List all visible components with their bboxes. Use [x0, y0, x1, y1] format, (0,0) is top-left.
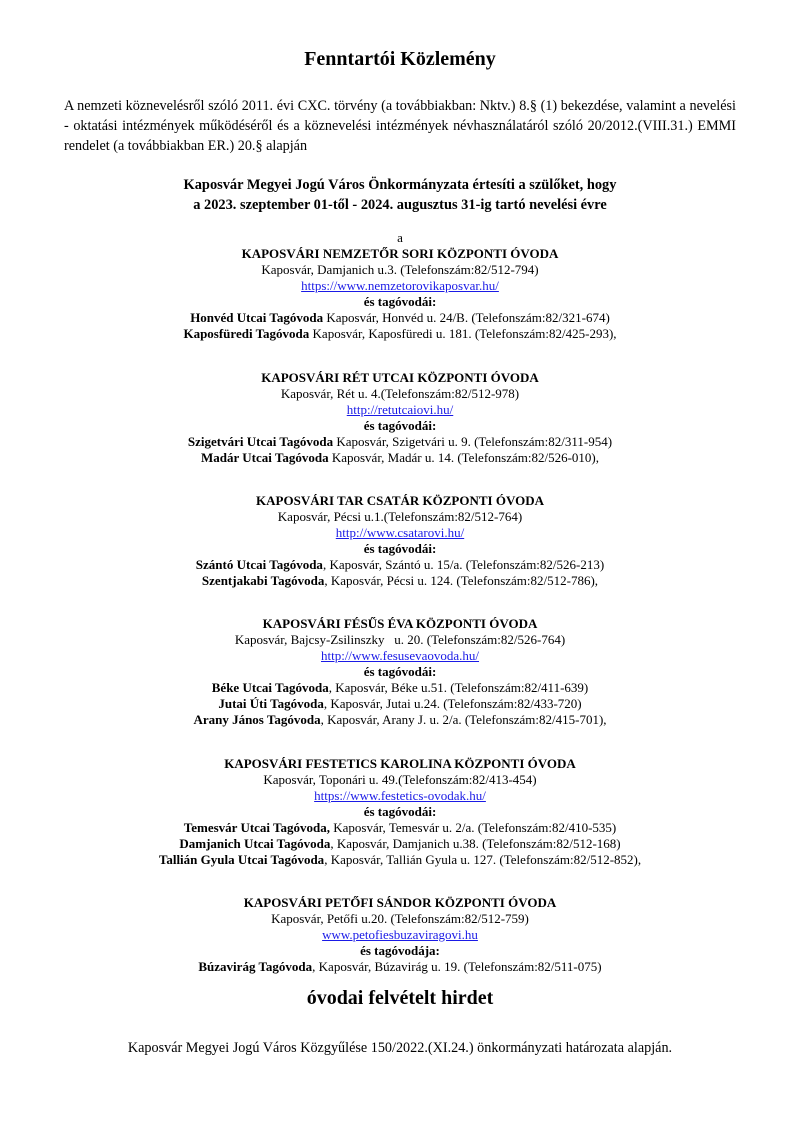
kindergarten-address: Kaposvár, Bajcsy-Zsilinszky u. 20. (Telefonszám:82/526-764) [234, 632, 566, 647]
branches-heading: és tagóvodái: [363, 804, 437, 819]
branch-details: , Kaposvár, Damjanich u.38. (Telefonszám:82/512-168) [330, 836, 621, 851]
branch-details: , Kaposvár, Búzavirág u. 19. (Telefonszám:82/511-075) [312, 959, 602, 974]
branch-details: Kaposvár, Szigetvári u. 9. (Telefonszám:82/311-954) [333, 434, 613, 449]
kindergarten-block [0, 246, 800, 342]
kindergarten-address: Kaposvár, Damjanich u.3. (Telefonszám:82/512-794) [261, 262, 539, 277]
kindergarten-website-link[interactable]: https://www.nemzetorovikaposvar.hu/ [301, 278, 499, 293]
branches-heading: és tagóvodája: [360, 943, 440, 958]
branches-heading: és tagóvodái: [363, 664, 437, 679]
branch-name: Damjanich Utcai Tagóvoda [179, 836, 331, 851]
kindergarten-name: KAPOSVÁRI NEMZETŐR SORI KÖZPONTI ÓVODA [241, 246, 559, 261]
branch-details: Kaposvár, Honvéd u. 24/B. (Telefonszám:82/321-674) [323, 310, 610, 325]
kindergarten-name: KAPOSVÁRI PETŐFI SÁNDOR KÖZPONTI ÓVODA [243, 895, 557, 910]
article-text: a [397, 230, 403, 245]
branch-name: Madár Utcai Tagóvoda [200, 450, 329, 465]
branch-item [0, 450, 800, 466]
branch-details: , Kaposvár, Béke u.51. (Telefonszám:82/411-639) [328, 680, 589, 695]
document-title: Fenntartói Közlemény [304, 48, 496, 70]
footer-text: Kaposvár Megyei Jogú Város Közgyűlése 150/2022.(XI.24.) önkormányzati határozata alapján. [127, 1040, 673, 1056]
branch-item [0, 852, 800, 868]
branch-details: , Kaposvár, Pécsi u. 124. (Telefonszám:82/512-786), [324, 573, 599, 588]
kindergarten-block [0, 895, 800, 975]
kindergarten-address: Kaposvár, Toponári u. 49.(Telefonszám:82/413-454) [263, 772, 537, 787]
branches-heading: és tagóvodái: [363, 541, 437, 556]
branches-heading: és tagóvodái: [363, 294, 437, 309]
branch-name: Béke Utcai Tagóvoda [211, 680, 329, 695]
kindergarten-address: Kaposvár, Petőfi u.20. (Telefonszám:82/512-759) [271, 911, 529, 926]
branch-details: , Kaposvár, Arany J. u. 2/a. (Telefonszám:82/415-701), [320, 712, 607, 727]
kindergarten-website-link[interactable]: http://www.csatarovi.hu/ [335, 525, 465, 540]
kindergarten-name: KAPOSVÁRI RÉT UTCAI KÖZPONTI ÓVODA [261, 370, 539, 385]
kindergarten-website-link[interactable]: www.petofiesbuzaviragovi.hu [322, 927, 478, 942]
branch-details: , Kaposvár, Tallián Gyula u. 127. (Telefonszám:82/512-852), [324, 852, 642, 867]
branch-item [0, 573, 800, 589]
branch-details: , Kaposvár, Szántó u. 15/a. (Telefonszám:82/526-213) [322, 557, 605, 572]
branch-name: Honvéd Utcai Tagóvoda [190, 310, 324, 325]
branch-name: Szentjakabi Tagóvoda [201, 573, 325, 588]
notice-heading [0, 175, 800, 215]
branch-details: Kaposvár, Kaposfüredi u. 181. (Telefonszám:82/425-293), [309, 326, 617, 341]
kindergarten-address: Kaposvár, Pécsi u.1.(Telefonszám:82/512-764) [277, 509, 523, 524]
branch-item [0, 836, 800, 852]
notice-line-2: a 2023. szeptember 01-től - 2024. augusztus 31-ig tartó nevelési évre [193, 197, 607, 213]
branch-name: Tallián Gyula Utcai Tagóvoda [158, 852, 325, 867]
branch-name: Temesvár Utcai Tagóvoda, [183, 820, 331, 835]
branch-item [0, 434, 800, 450]
branch-name: Arany János Tagóvoda [193, 712, 321, 727]
kindergarten-block [0, 370, 800, 466]
branch-item [0, 712, 800, 728]
branch-name: Jutai Úti Tagóvoda [218, 696, 324, 711]
announcement-heading: óvodai felvételt hirdet [306, 987, 494, 1009]
kindergarten-block [0, 616, 800, 728]
branch-item [0, 326, 800, 342]
kindergarten-name: KAPOSVÁRI TAR CSATÁR KÖZPONTI ÓVODA [256, 493, 544, 508]
branch-item [0, 310, 800, 326]
kindergarten-address: Kaposvár, Rét u. 4.(Telefonszám:82/512-978) [280, 386, 520, 401]
branch-details: Kaposvár, Temesvár u. 2/a. (Telefonszám:82/410-535) [330, 820, 617, 835]
branch-item [0, 820, 800, 836]
kindergarten-website-link[interactable]: https://www.festetics-ovodak.hu/ [314, 788, 486, 803]
branch-details: Kaposvár, Madár u. 14. (Telefonszám:82/526-010), [328, 450, 600, 465]
kindergarten-website-link[interactable]: http://retutcaiovi.hu/ [346, 402, 454, 417]
intro-paragraph: A nemzeti köznevelésről szóló 2011. évi CXC. törvény (a továbbiakban: Nktv.) 8.§ (1) bekezdése, valamint a nevelési - oktatási intézmények működéséről és a köznevelési intézmények névhasználatáról szóló 20/2012.(VIII.31.) EMMI rendelet (a továbbiakban ER.) 20.§ alapján [64, 98, 736, 154]
branch-details: , Kaposvár, Jutai u.24. (Telefonszám:82/433-720) [323, 696, 582, 711]
branch-item [0, 959, 800, 975]
branch-item [0, 696, 800, 712]
branch-name: Búzavirág Tagóvoda [198, 959, 313, 974]
branch-name: Szigetvári Utcai Tagóvoda [187, 434, 334, 449]
branch-name: Szántó Utcai Tagóvoda [195, 557, 323, 572]
branch-item [0, 680, 800, 696]
branch-name: Kaposfüredi Tagóvoda [183, 326, 310, 341]
notice-line-1: Kaposvár Megyei Jogú Város Önkormányzata értesíti a szülőket, hogy [183, 177, 617, 193]
kindergarten-name: KAPOSVÁRI FESTETICS KAROLINA KÖZPONTI ÓVODA [224, 756, 576, 771]
branches-heading: és tagóvodái: [363, 418, 437, 433]
kindergarten-block [0, 493, 800, 589]
branch-item [0, 557, 800, 573]
kindergarten-block [0, 756, 800, 868]
kindergarten-website-link[interactable]: http://www.fesusevaovoda.hu/ [320, 648, 480, 663]
kindergarten-name: KAPOSVÁRI FÉSŰS ÉVA KÖZPONTI ÓVODA [262, 616, 538, 631]
